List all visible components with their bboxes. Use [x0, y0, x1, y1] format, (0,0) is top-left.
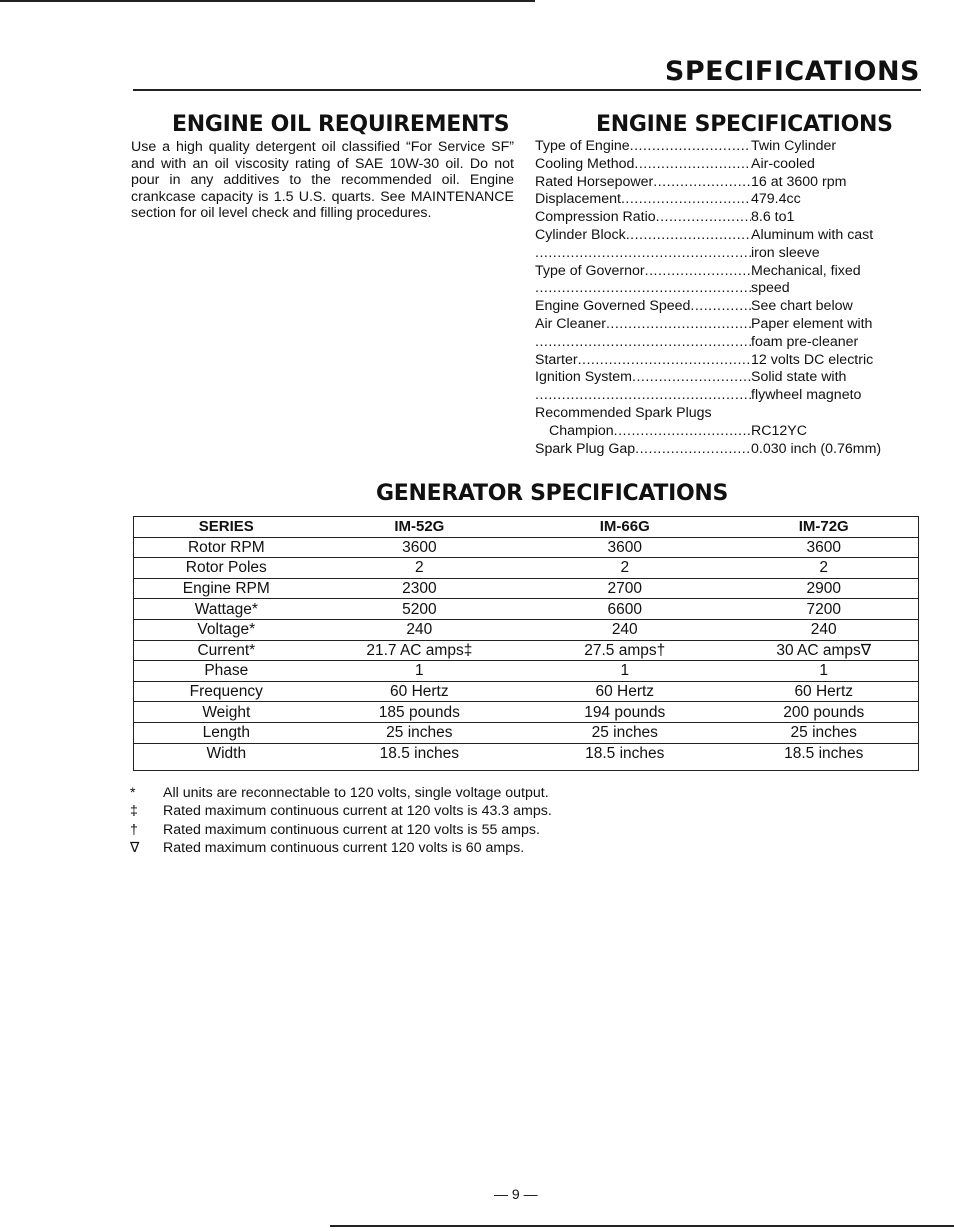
table-cell: 21.7 AC amps‡: [319, 640, 520, 661]
table-cell: 27.5 amps†: [520, 640, 729, 661]
table-cell: 3600: [520, 537, 729, 558]
dot-leader: [626, 227, 751, 245]
spec-key-label: Spark Plug Gap: [535, 440, 636, 457]
table-cell: 1: [319, 661, 520, 682]
table-cell: 194 pounds: [520, 702, 729, 723]
footnote-symbol: ∇: [130, 840, 140, 857]
table-cell: 2: [729, 558, 918, 579]
spec-value: Mechanical, fixed: [751, 262, 861, 279]
spec-key-label: Cylinder Block: [535, 226, 626, 243]
spec-key: [535, 174, 751, 192]
table-cell: 60 Hertz: [520, 681, 729, 702]
spec-value: [751, 405, 905, 423]
row-label: Length: [134, 722, 319, 743]
title-rule: [133, 89, 921, 91]
dot-leader: [535, 387, 751, 405]
table-cell: 2300: [319, 578, 520, 599]
dot-leader: [535, 334, 751, 352]
spec-row: [535, 245, 905, 263]
spec-value: foam pre-cleaner: [751, 333, 859, 350]
row-label: Current*: [134, 640, 319, 661]
table-row: [134, 640, 919, 661]
spec-value: RC12YC: [751, 422, 807, 439]
generator-specs-table: [133, 516, 919, 771]
spec-row: [535, 280, 905, 298]
spec-key: [535, 227, 751, 245]
dot-leader: [621, 191, 751, 209]
table-cell: 18.5 inches: [379, 744, 459, 762]
dot-leader: [645, 263, 751, 281]
spec-key: [535, 138, 751, 156]
row-label: Voltage*: [134, 619, 319, 640]
spec-value: 479.4cc: [751, 191, 801, 208]
spec-key: [535, 209, 751, 227]
table-cell: 18.5 inches: [585, 744, 665, 762]
dot-leader: [578, 352, 751, 370]
dot-leader: [656, 209, 751, 227]
bottom-edge-rule: [330, 1225, 954, 1227]
page-title: SPECIFICATIONS: [664, 56, 920, 87]
spec-row: [535, 441, 905, 459]
spec-row: [535, 156, 905, 174]
row-label: Weight: [134, 702, 319, 723]
spec-row: [535, 334, 905, 352]
table-cell: 25 inches: [319, 722, 520, 743]
table-cell: 1: [520, 661, 729, 682]
table-cell: 2: [319, 558, 520, 579]
dot-leader: [630, 138, 751, 156]
spec-value: Air-cooled: [751, 155, 815, 172]
spec-key: [535, 387, 751, 405]
row-label: Phase: [134, 661, 319, 682]
footnote-text: All units are reconnectable to 120 volts, single voltage output.: [163, 785, 549, 801]
dot-leader: [635, 441, 751, 459]
table-cell: 30 AC amps∇: [729, 640, 918, 661]
footnote-text: Rated maximum continuous current at 120 volts is 55 amps.: [163, 821, 540, 838]
dot-leader: [690, 298, 751, 316]
footnote: [130, 802, 552, 820]
dot-leader: [535, 280, 751, 298]
engine-oil-body: Use a high quality detergent oil classified “For Service SF” and with an oil viscosity rating of SAE 10W-30 oil. Do not pour in any additives to the recommended oil. Engine crankcase capacity is 1.5 U.S. quarts. See MAINTENANCE section for oil level check and filling procedures.: [131, 139, 514, 221]
footnote: [130, 784, 552, 802]
spec-key-label: Compression Ratio: [535, 209, 656, 226]
footnote-text: Rated maximum continuous current at 120 volts is 43.3 amps.: [163, 803, 552, 820]
table-header-row: [134, 517, 919, 538]
spec-row: [535, 227, 905, 245]
spec-value: See chart below: [751, 298, 853, 315]
spec-key-label: Champion: [549, 422, 614, 439]
table-cell: 240: [729, 619, 918, 640]
footnote-text: Rated maximum continuous current 120 volts is 60 amps.: [163, 840, 525, 857]
spec-key-label: Displacement: [535, 191, 621, 208]
spec-value: Aluminum with cast: [751, 226, 874, 243]
spec-row: [535, 423, 905, 441]
row-label: Frequency: [134, 681, 319, 702]
row-label: Rotor Poles: [134, 558, 319, 579]
dot-leader: [634, 156, 751, 174]
column-header: IM-52G: [319, 517, 520, 538]
spec-key-label: Type of Engine: [535, 138, 630, 154]
column-header: IM-72G: [729, 517, 918, 538]
dot-leader: [653, 174, 751, 192]
spec-key: [535, 423, 751, 441]
spec-value: Solid state with: [751, 369, 847, 386]
engine-oil-heading: ENGINE OIL REQUIREMENTS: [172, 112, 510, 137]
spec-row: [535, 405, 905, 423]
row-label: Wattage*: [134, 599, 319, 620]
table-cell: 3600: [729, 537, 918, 558]
footnote-symbol: *: [130, 785, 136, 801]
spec-value: 16 at 3600 rpm: [751, 173, 847, 190]
spec-row: [535, 387, 905, 405]
table-cell: 6600: [520, 599, 729, 620]
table-row: [134, 537, 919, 558]
spec-key-label: Engine Governed Speed: [535, 298, 691, 315]
spec-key-label: Rated Horsepower: [535, 173, 654, 190]
spec-key: [535, 352, 751, 370]
footnote: [130, 821, 552, 839]
spec-key-label: Starter: [535, 351, 578, 368]
spec-key: [535, 316, 751, 334]
table-cell: 25 inches: [520, 722, 729, 743]
footnote: [130, 839, 552, 857]
table-cell: 200 pounds: [729, 702, 918, 723]
generator-specs-heading: GENERATOR SPECIFICATIONS: [376, 481, 729, 506]
table-cell: 2700: [520, 578, 729, 599]
spec-key: [535, 280, 751, 298]
spec-value: Paper element with: [751, 315, 873, 332]
spec-value: flywheel magneto: [751, 387, 862, 404]
spec-row: [535, 209, 905, 227]
page-number: — 9 —: [494, 1186, 538, 1202]
spec-row: [535, 352, 905, 370]
spec-key: [535, 405, 751, 423]
spec-key: [535, 441, 751, 459]
table-row: [134, 702, 919, 723]
table-row: [134, 722, 919, 743]
table-row: [134, 599, 919, 620]
spec-row: [535, 316, 905, 334]
table-cell: 60 Hertz: [729, 681, 918, 702]
top-edge-rule: [0, 0, 535, 2]
spec-key-label: Recommended Spark Plugs: [535, 404, 712, 421]
spec-row: [535, 191, 905, 209]
spec-key: [535, 156, 751, 174]
spec-key: [535, 298, 751, 316]
spec-key: [535, 334, 751, 352]
spec-row: [535, 174, 905, 192]
footnote-symbol: †: [130, 821, 138, 838]
spec-value: speed: [751, 280, 790, 297]
spec-value: Twin Cylinder: [751, 138, 837, 154]
spec-key: [535, 245, 751, 263]
spec-value: 8.6 to1: [751, 209, 795, 226]
spec-key: [535, 191, 751, 209]
row-label: Width: [206, 744, 247, 762]
footnotes: [130, 784, 552, 858]
spec-key: [535, 369, 751, 387]
table-cell: 3600: [319, 537, 520, 558]
table-row: [134, 619, 919, 640]
footnote-symbol: ‡: [130, 803, 138, 820]
spec-row: [535, 138, 905, 156]
dot-leader: [606, 316, 751, 334]
spec-key-label: Type of Governor: [535, 262, 645, 279]
table-cell: 2900: [729, 578, 918, 599]
table-row: [134, 661, 919, 682]
spec-value: iron sleeve: [751, 244, 820, 261]
column-header: IM-66G: [520, 517, 729, 538]
spec-key: [535, 263, 751, 281]
spec-key-label: Ignition System: [535, 369, 632, 386]
table-cell: 1: [729, 661, 918, 682]
spec-key-label: Air Cleaner: [535, 315, 606, 332]
spec-row: [535, 369, 905, 387]
table-row: [134, 578, 919, 599]
engine-specs-list: [535, 138, 905, 458]
table-row: [134, 681, 919, 702]
spec-key-label: Cooling Method: [535, 155, 635, 172]
row-label: Rotor RPM: [134, 537, 319, 558]
dot-leader: [632, 369, 751, 387]
table-cell: 240: [319, 619, 520, 640]
row-label: Engine RPM: [134, 578, 319, 599]
column-header: SERIES: [134, 517, 319, 538]
table-cell: 60 Hertz: [319, 681, 520, 702]
table-cell: 240: [520, 619, 729, 640]
table-cell: 5200: [319, 599, 520, 620]
table-row: [134, 558, 919, 579]
spec-row: [535, 263, 905, 281]
table-cell: 18.5 inches: [784, 744, 864, 762]
dot-leader: [535, 245, 751, 263]
spec-row: [535, 298, 905, 316]
spec-value: 12 volts DC electric: [751, 351, 874, 368]
spec-value: 0.030 inch (0.76mm): [751, 440, 882, 457]
dot-leader: [614, 423, 751, 441]
table-cell: 2: [520, 558, 729, 579]
engine-specs-heading: ENGINE SPECIFICATIONS: [596, 112, 893, 137]
table-cell: 185 pounds: [319, 702, 520, 723]
table-cell: 25 inches: [729, 722, 918, 743]
table-cell: 7200: [729, 599, 918, 620]
table-row: [134, 743, 919, 770]
